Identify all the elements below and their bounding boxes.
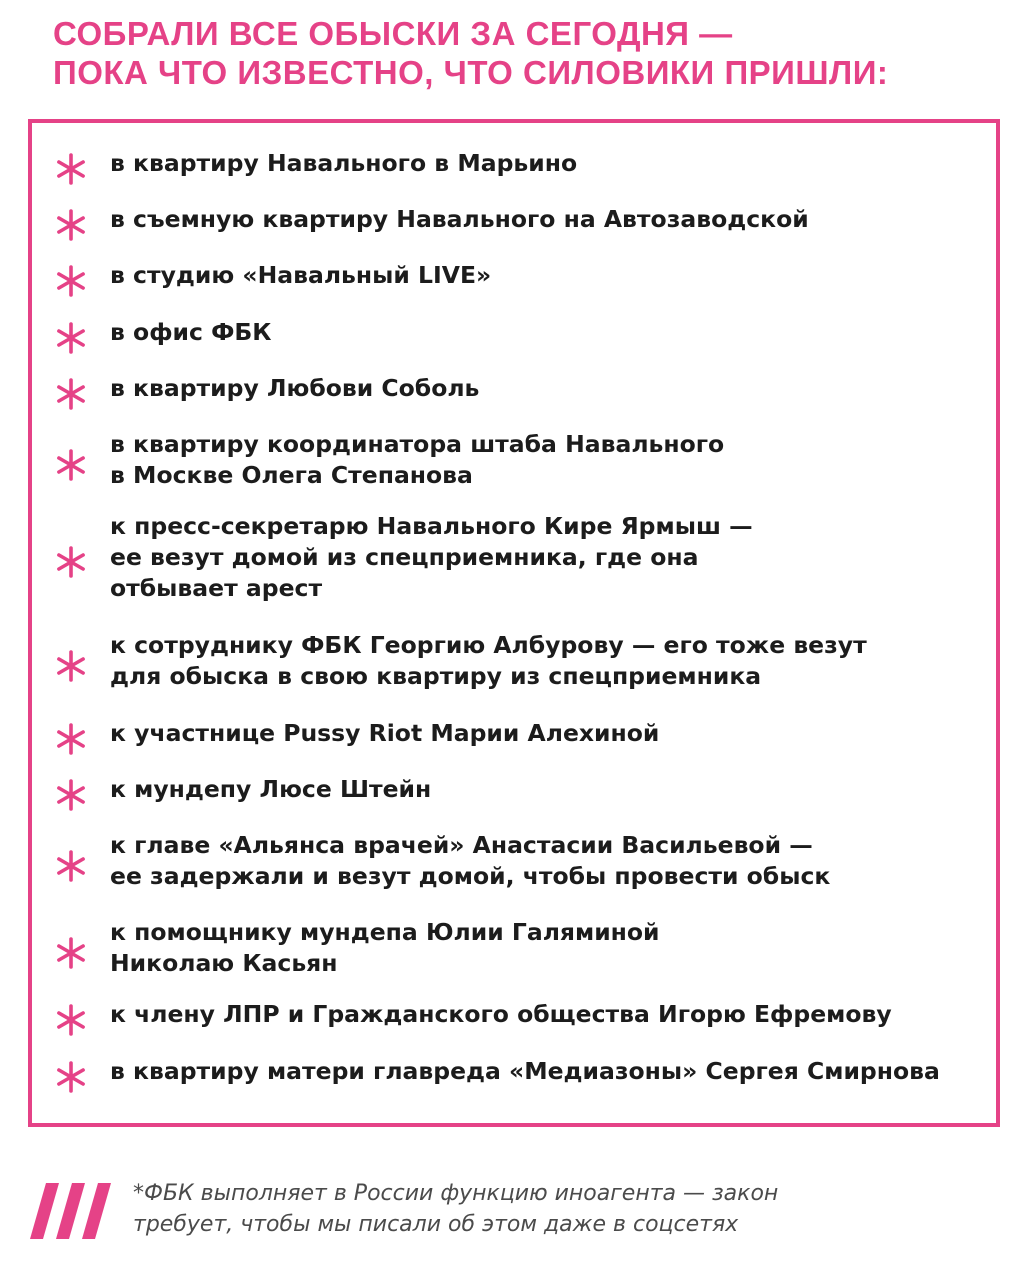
list-item-text: к пресс-секретарю Навального Кире Ярмыш — ее везут домой из спецприемника, где она отбывает арест <box>110 512 753 602</box>
asterisk-icon <box>54 321 88 355</box>
list-item-text: в квартиру Навального в Марьино <box>110 149 578 177</box>
list-item-text: к участнице Pussy Riot Марии Алехиной <box>110 719 660 747</box>
asterisk-icon <box>54 1003 88 1037</box>
list-item-text: в съемную квартиру Навального на Автозаводской <box>110 205 809 233</box>
list-item-text: к главе «Альянса врачей» Анастасии Васильевой — ее задержали и везут домой, чтобы провести обыск <box>110 831 831 890</box>
asterisk-icon <box>54 208 88 242</box>
asterisk-icon <box>54 448 88 482</box>
list-item-text: в квартиру координатора штаба Навального в Москве Олега Степанова <box>110 430 725 489</box>
asterisk-icon <box>54 722 88 756</box>
list-item-text: к помощнику мундепа Юлии Галяминой Николаю Касьян <box>110 918 660 977</box>
asterisk-icon <box>54 152 88 186</box>
footnote-text: *ФБК выполняет в России функцию иноагента — закон требует, чтобы мы писали об этом даже в соцсетях <box>133 1181 779 1237</box>
list-item-text: в офис ФБК <box>110 318 272 346</box>
list-item-text: в квартиру матери главреда «Медиазоны» Сергея Смирнова <box>110 1057 940 1085</box>
asterisk-icon <box>54 1060 88 1094</box>
asterisk-icon <box>54 849 88 883</box>
asterisk-icon <box>54 936 88 970</box>
page-title <box>53 14 1013 92</box>
asterisk-icon <box>54 778 88 812</box>
list-item-text: к мундепу Люсе Штейн <box>110 775 432 803</box>
list-item-text: в квартиру Любови Соболь <box>110 374 480 402</box>
search-list-box <box>28 119 1000 1127</box>
asterisk-icon <box>54 545 88 579</box>
list-item-text: к сотруднику ФБК Георгию Албурову — его тоже везут для обыска в свою квартиру из спецприемника <box>110 631 867 690</box>
slashes-logo-icon <box>30 1183 112 1239</box>
asterisk-icon <box>54 377 88 411</box>
list-item-text: в студию «Навальный LIVE» <box>110 261 492 289</box>
list-item-text: к члену ЛПР и Гражданского общества Игорю Ефремову <box>110 1000 892 1028</box>
asterisk-icon <box>54 264 88 298</box>
title-line-1: СОБРАЛИ ВСЕ ОБЫСКИ ЗА СЕГОДНЯ — <box>53 15 733 52</box>
asterisk-icon <box>54 649 88 683</box>
title-line-2: ПОКА ЧТО ИЗВЕСТНО, ЧТО СИЛОВИКИ ПРИШЛИ: <box>53 54 889 91</box>
